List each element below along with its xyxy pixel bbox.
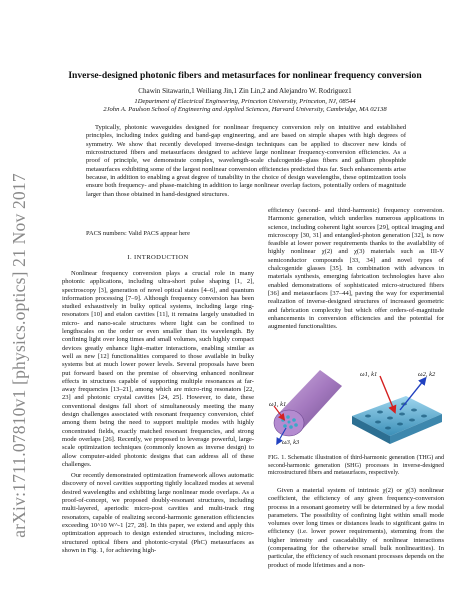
fiber-label-omega1: ω1, k1 [269,401,287,408]
arxiv-identifier-stamp[interactable] [6,140,32,570]
affiliation-1: 1Department of Electrical Engineering, Princeton University, Princeton, NJ, 08544 [134,98,356,105]
figure-1-schematic [268,362,444,450]
fiber-label-omega3: ω3, k3 [282,439,300,446]
metasurface-label-omega1: ω1, k1 [360,371,378,378]
author-list: Chawin Sitawarin,1 Weiliang Jin,1 Zin Lin,2 and Alejandro W. Rodriguez1 [138,87,352,95]
affiliations [40,98,450,114]
right-column-bottom-body [268,487,444,570]
figure-1-caption: FIG. 1. Schematic illustration of third-harmonic generation (THG) and second-harmonic generation (SHG) processes in inverse-designed microstructured fibers and metasurfaces, respectively. [268,455,444,477]
pacs-numbers: PACS numbers: Valid PACS appear here [86,230,190,237]
abstract: Typically, photonic waveguides designed for nonlinear frequency conversion rely on intuitive and established principles, including index guiding and band-gap engineering, and are based on simple shapes with high degrees of symmetry. We show that recently developed inverse-design techniques can be applied to discover new kinds of microstructured fibers and metasurfaces designed to achieve large nonlinear frequency-conversion efficiencies. As a proof of principle, we demonstrate complex, wavelength-scale chalcogenide–glass fibers and gallium phosphide metasurfaces exhibiting some of the largest nonlinear conversion efficiencies predicted thus far. Such enhancements arise because, in addition to enabling a great degree of tunability in the choice of design wavelengths, these optimization tools ensure both frequency- and phase-matching in addition to large nonlinear overlap factors, potentially orders of magnitude larger than those obtained in hand-designed structures. [86,124,406,198]
right-paragraph-1: efficiency (second- and third-harmonic) frequency conversion. Harmonic generation, which underlies numerous applications in science, including coherent light sources [29], optical imaging and microscopy [30, 31] and entangled-photon generation [32], is now feasible at lower power requirements thanks to the availability of highly nonlinear χ(2) and χ(3) materials such as III-V semiconductor compounds [33, 34] and novel types of chalcogenide glasses [35]. In combination with advances in materials synthesis, emerging fabrication technologies have also enabled demonstrations of sophisticated micro-structured fibers [36] and metasurfaces [37–44], paving the way for experimental realization of inverse-designed structures of increased geometric and fabrication complexity but which offer orders-of-magnitude enhancements in conversion efficiencies and the potential for augmented functionalities. [268,207,444,331]
intro-paragraph-2: Our recently demonstrated optimization framework allows automatic discovery of novel cavities supporting tightly localized modes at several desired wavelengths and exhibiting large nonlinear mode overlaps. As a proof-of-concept, we proposed doubly-resonant structures, including multi-layered, aperiodic micro-post cavities and multi-track ring resonators, capable of realizing second-harmonic generation efficiencies exceeding 10^10 W^-1 [27, 28]. In this paper, we extend and apply this optimization approach to design extended structures, including micro-structured optical fibers and photonic-crystal (PhC) metasurfaces as shown in Fig. 1, for achieving high- [62,472,254,554]
arxiv-identifier-text: arXiv:1711.07810v1 [physics.optics] 21 Nov 2017 [8,172,29,538]
paper-title: Inverse-designed photonic fibers and metasurfaces for nonlinear frequency conversion [68,70,422,81]
fiber-illustration [269,370,342,446]
intro-paragraph-1: Nonlinear frequency conversion plays a crucial role in many photonic applications, including ultra-short pulse shaping [1, 2], spectroscopy [3], generation of novel optical states [4–6], and quantum information processing [7–9]. Although frequency conversion has been studied exhaustively in bulky optical systems, including large ring-resonators [10] and etalon cavities [11], it remains largely unstudied in micro- and nano-scale structures where light can be confined to lengthscales on the order or even smaller than its wavelength. By confining light over long times and small volumes, such highly compact devices greatly enhance light–matter interactions, enabling similar as well as new [12] functionalities compared to those available in bulky systems but at much lower power levels. Several proposals have been put forward based on the premise of observing enhanced nonlinear effects in structures capable of supporting multiple resonances at far-away frequencies [13–21], among which are micro-ring resonators [22, 23] and photonic crystal cavities [24, 25]. However, to date, these conventional designs fall short of simultaneously meeting the many design challenges associated with resonant frequency conversion, chief among them being the need to support multiple modes with highly concentrated fields, exactly matched resonant frequencies, and strong mode overlaps [26]. Recently, we proposed to leverage powerful, large-scale optimization techniques (commonly known as inverse design) to allow computer-aided photonic designs that can address all of these challenges. [62,270,254,468]
section-heading-introduction: I. INTRODUCTION [127,254,189,261]
metasurface-illustration [352,371,442,444]
affiliation-2: 2John A. Paulson School of Engineering and Applied Sciences, Harvard University, Cambridge, MA 02138 [103,106,387,114]
right-paragraph-2: Given a material system of intrinsic χ(2) or χ(3) nonlinear coefficient, the efficiency of any given frequency-conversion process in a resonant geometry will be determined by a few modal parameters. The possibility of confining light within small mode volumes over long times or distances leads to significant gains in efficiency (i.e. lower power requirements), stemming from the higher intensity and cascadability of nonlinear interactions (compensating for the otherwise small bulk nonlinearities). In particular, the efficiency of such resonant processes depends on the product of mode lifetimes and a non- [268,487,444,569]
right-column-top-body [268,207,444,331]
metasurface-label-omega2: ω2, k2 [418,371,436,378]
left-column-body [62,270,254,555]
